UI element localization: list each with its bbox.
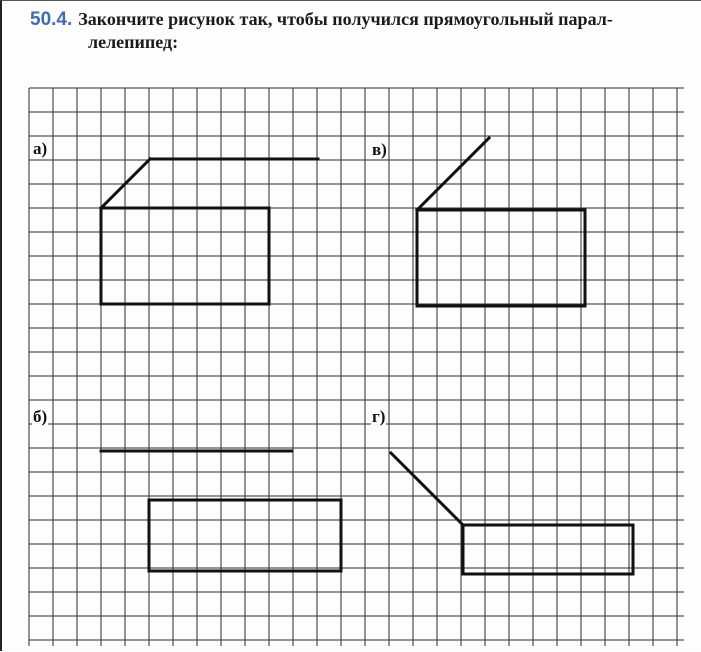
figure-g-front-face bbox=[463, 525, 633, 574]
part-label-g: г) bbox=[372, 407, 386, 426]
part-label-b: б) bbox=[33, 407, 48, 426]
task-text-line2: лелепипед: bbox=[88, 32, 179, 52]
figure-v bbox=[417, 138, 585, 306]
figure-g-diagonal-edge bbox=[391, 453, 463, 525]
task-number: 50.4. bbox=[30, 9, 73, 30]
figure-g bbox=[391, 453, 633, 574]
figure-v-front-face bbox=[417, 210, 585, 306]
task-text-line1: Закончите рисунок так, чтобы получился прямоугольный парал- bbox=[78, 9, 613, 29]
grid-lines bbox=[29, 88, 684, 646]
figure-v-diagonal-edge bbox=[417, 138, 489, 210]
part-label-v: в) bbox=[372, 140, 387, 159]
part-label-a: а) bbox=[33, 139, 48, 158]
